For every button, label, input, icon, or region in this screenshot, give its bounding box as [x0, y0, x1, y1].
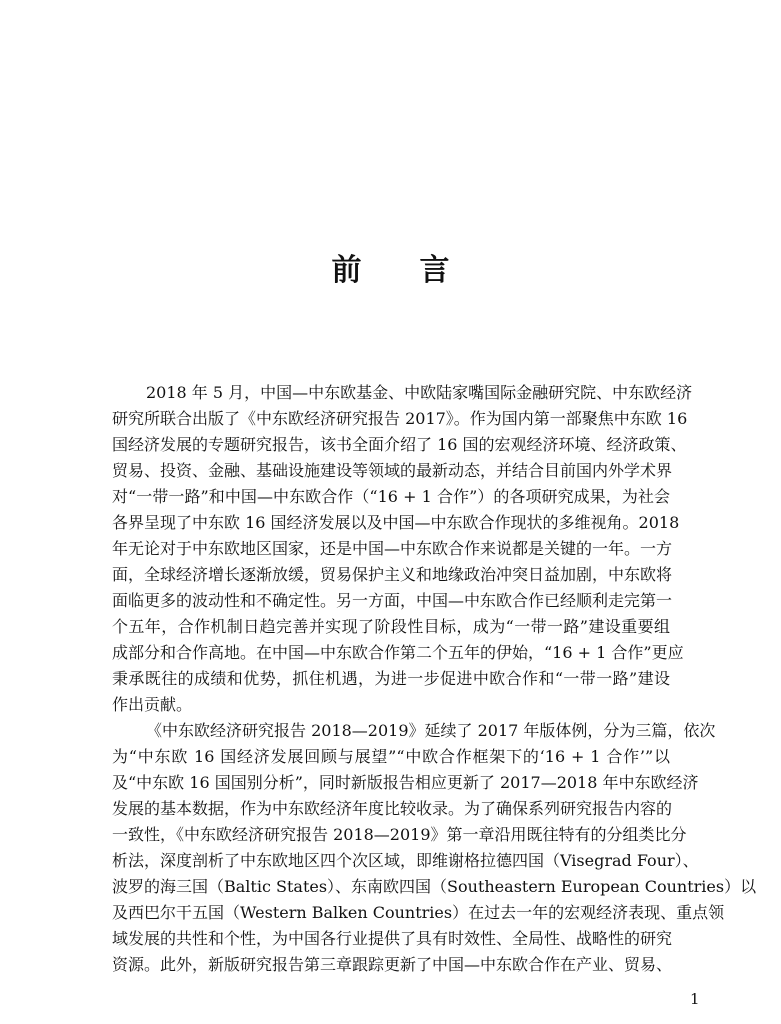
- text-line: 成部分和合作高地。在中国—中东欧合作第二个五年的伊始，“16 + 1 合作”更应: [112, 643, 684, 662]
- text-line: 波罗的海三国（Baltic States）、东南欧四国（Southeastern European Countries）以: [112, 877, 757, 896]
- text-line: 秉承既往的成绩和优势，抓住机遇，为进一步促进中欧合作和“一带一路”建设: [112, 669, 670, 688]
- page-title: [0, 245, 781, 289]
- text-line: 贸易、投资、金融、基础设施建设等领域的最新动态，并结合目前国内外学术界: [112, 461, 673, 480]
- text-line: 面，全球经济增长逐渐放缓，贸易保护主义和地缘政治冲突日益加剧，中东欧将: [112, 565, 673, 584]
- text-line: 个五年，合作机制日趋完善并实现了阶段性目标，成为“一带一路”建设重要组: [112, 617, 670, 636]
- paragraph-2: [112, 718, 757, 978]
- text-line: 国经济发展的专题研究报告，该书全面介绍了 16 国的宏观经济环境、经济政策、: [112, 435, 687, 454]
- text-line: 面临更多的波动性和不确定性。另一方面，中国—中东欧合作已经顺利走完第一: [112, 591, 673, 610]
- text-line: 作出贡献。: [112, 695, 193, 714]
- text-line: 2018 年 5 月，中国—中东欧基金、中欧陆家嘴国际金融研究院、中东欧经济: [146, 383, 693, 402]
- text-line: 析法，深度剖析了中东欧地区四个次区域，即维谢格拉德四国（Visegrad Four）、: [112, 851, 699, 870]
- text-line: 对“一带一路”和中国—中东欧合作（“16 + 1 合作”）的各项研究成果，为社会: [112, 487, 670, 506]
- paragraph-1: [112, 380, 693, 718]
- text-line: 研究所联合出版了《中东欧经济研究报告 2017》。作为国内第一部聚焦中东欧 16: [112, 409, 688, 428]
- text-line: 年无论对于中东欧地区国家，还是中国—中东欧合作来说都是关键的一年。一方: [112, 539, 673, 558]
- text-line: 及“中东欧 16 国国别分析”，同时新版报告相应更新了 2017—2018 年中东欧经济: [112, 773, 699, 792]
- text-line: 一致性，《中东欧经济研究报告 2018—2019》第一章沿用既往特有的分组类比分: [112, 825, 687, 844]
- text-line: 为“中东欧 16 国经济发展回顾与展望”“中欧合作框架下的‘16 + 1 合作’”以: [112, 747, 670, 766]
- text-line: 域发展的共性和个性，为中国各行业提供了具有时效性、全局性、战略性的研究: [112, 929, 673, 948]
- title-char-2: 言: [419, 253, 450, 288]
- text-line: 资源。此外，新版研究报告第三章跟踪更新了中国—中东欧合作在产业、贸易、: [112, 955, 673, 974]
- title-char-1: 前: [331, 253, 362, 288]
- text-line: 各界呈现了中东欧 16 国经济发展以及中国—中东欧合作现状的多维视角。2018: [112, 513, 680, 532]
- text-line: 发展的基本数据，作为中东欧经济年度比较收录。为了确保系列研究报告内容的: [112, 799, 673, 818]
- body-text: [112, 380, 757, 978]
- page-number: 1: [690, 990, 700, 1008]
- text-line: 《中东欧经济研究报告 2018—2019》延续了 2017 年版体例，分为三篇，依次: [146, 721, 716, 740]
- text-line: 及西巴尔干五国（Western Balken Countries）在过去一年的宏观经济表现、重点领: [112, 903, 725, 922]
